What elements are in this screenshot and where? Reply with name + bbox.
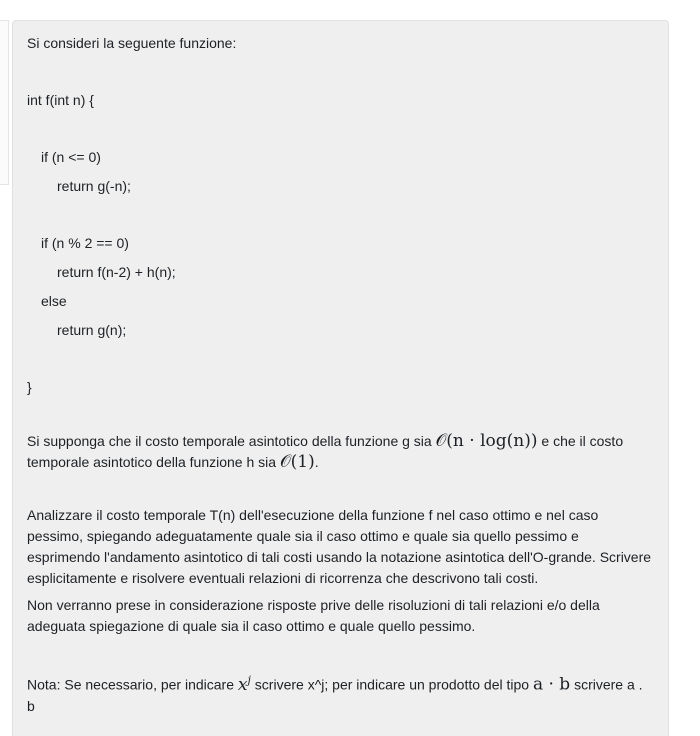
math-cost-h: 𝒪(1) (279, 452, 315, 472)
code-line-return-g-neg: return g(-n); (57, 178, 131, 194)
code-line-return-g: return g(n); (57, 322, 127, 338)
math-cost-g: 𝒪(n · log(n)) (435, 431, 538, 451)
code-line-signature: int f(int n) { (27, 92, 94, 108)
math-a-times-b: a · b (532, 674, 571, 695)
math-x: x (237, 674, 248, 695)
suppose-paragraph (27, 431, 654, 473)
suppose-text-b: e che il costo temporale asintotico della funzione h sia (27, 433, 624, 470)
code-line-return-f-plus-h: return f(n-2) + h(n); (57, 264, 176, 280)
code-line-if-even: if (n % 2 == 0) (41, 235, 129, 251)
code-line-if-nonpositive: if (n <= 0) (41, 149, 101, 165)
suppose-text-c: . (314, 454, 319, 470)
note-text-b: scrivere x^j; per indicare un prodotto del tipo (254, 676, 530, 693)
note-paragraph (27, 669, 654, 717)
math-x-power-j (238, 675, 251, 695)
question-text-box (12, 20, 669, 736)
left-panel-edge (0, 20, 9, 185)
note-text-c: scrivere a . b (27, 676, 643, 714)
math-j: j (247, 673, 251, 686)
question-intro: Si consideri la seguente funzione: (27, 35, 237, 51)
code-line-close-brace: } (27, 379, 32, 395)
note-text-a: Nota: Se necessario, per indicare (27, 676, 234, 693)
analyze-paragraph: Analizzare il costo temporale T(n) dell'esecuzione della funzione f nel caso ottimo e nel caso pessimo, spiegando adeguatamente quale sia il caso ottimo e quale sia quello pessimo e esprimendo l'andamento asintotico di tali costi usando la notazione asintotica dell'O-grande. Scrivere esplicitamente e risolvere eventuali relazioni di ricorrenza che descrivono tali costi. (27, 507, 652, 586)
code-line-else: else (41, 293, 67, 309)
suppose-text-a: Si supponga che il costo temporale asintotico della funzione g sia (27, 433, 432, 449)
warning-paragraph: Non verranno prese in considerazione risposte prive delle risoluzioni di tali relazioni e/o della adeguata spiegazione di quale sia il caso ottimo e quale quello pessimo. (27, 597, 600, 634)
